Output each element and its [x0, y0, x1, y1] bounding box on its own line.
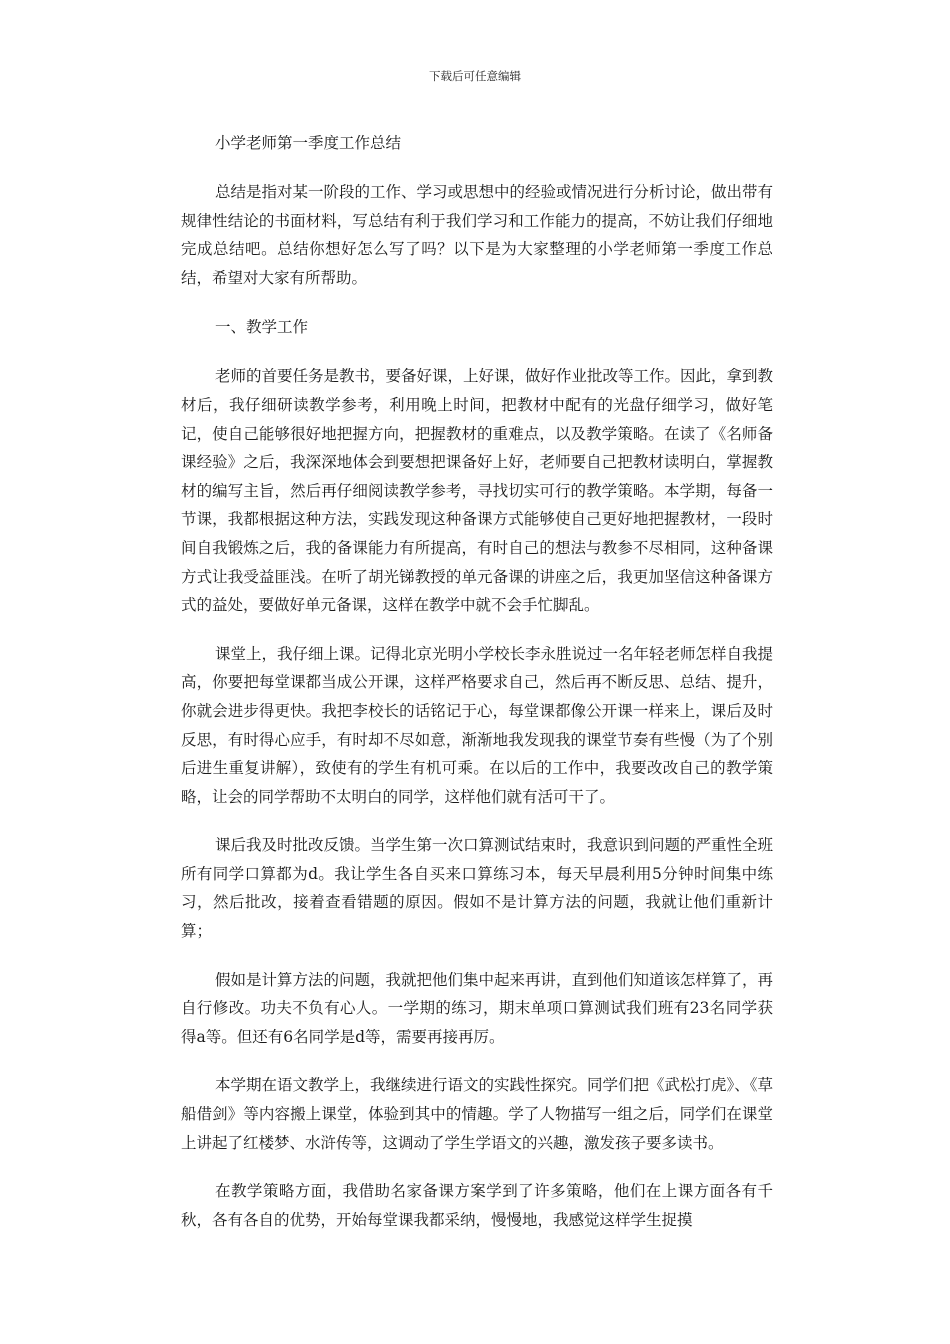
header-note: 下载后可任意编辑	[429, 69, 521, 83]
document-title: 小学老师第一季度工作总结	[215, 134, 402, 152]
paragraph-calculation: 假如是计算方法的问题，我就把他们集中起来再讲，直到他们知道该怎样算了，再自行修改。功夫不负有心人。一学期的练习，期末单项口算测试我们班有23名同学获得a等。但还有6名同学是d等，需要再接再厉。	[181, 970, 774, 1046]
section-heading-teaching: 一、教学工作	[215, 318, 309, 337]
document-body	[181, 128, 773, 1234]
paragraph-classroom: 课堂上，我仔细上课。记得北京光明小学校长李永胜说过一名年轻老师怎样自我提高，你要把每堂课都当成公开课，这样严格要求自己，然后再不断反思、总结、提升，你就会进步得更快。我把李校长的话铭记于心，每堂课都像公开课一样来上，课后及时反思，有时得心应手，有时却不尽如意，渐渐地我发现我的课堂节奏有些慢（为了个别后进生重复讲解），致使有的学生有机可乘。在以后的工作中，我要改改自己的教学策略，让会的同学帮助不太明白的同学，这样他们就有活可干了。	[181, 644, 774, 806]
paragraph-chinese-teaching: 本学期在语文教学上，我继续进行语文的实践性探究。同学们把《武松打虎》、《草船借剑》等内容搬上课堂，体验到其中的情趣。学了人物描写一组之后，同学们在课堂上讲起了红楼梦、水浒传等，这调动了学生学语文的兴趣，激发孩子要多读书。	[181, 1076, 774, 1152]
paragraph-strategy: 在教学策略方面，我借助名家备课方案学到了许多策略，他们在上课方面各有千秋，各有各自的优势，开始每堂课我都采纳，慢慢地，我感觉这样学生捉摸	[181, 1182, 773, 1229]
paragraph-lesson-prep: 老师的首要任务是教书，要备好课，上好课，做好作业批改等工作。因此，拿到教材后，我仔细研读教学参考，利用晚上时间，把教材中配有的光盘仔细学习，做好笔记，使自己能够很好地把握方向，把握教材的重难点，以及教学策略。在读了《名师备课经验》之后，我深深地体会到要想把课备好上好，老师要自己把教材读明白，掌握教材的编写主旨，然后再仔细阅读教学参考，寻找切实可行的教学策略。本学期，每备一节课，我都根据这种方法，实践发现这种备课方式能够使自己更好地把握教材，一段时间自我锻炼之后，我的备课能力有所提高，有时自己的想法与教参不尽相同，这种备课方式让我受益匪浅。在听了胡光锑教授的单元备课的讲座之后，我更加坚信这种备课方式的益处，要做好单元备课，这样在教学中就不会手忙脚乱。	[181, 367, 774, 615]
paragraph-grading: 课后我及时批改反馈。当学生第一次口算测试结束时，我意识到问题的严重性全班所有同学口算都为d。我让学生各自买来口算练习本，每天早晨利用5分钟时间集中练习，然后批改，接着查看错题的原因。假如不是计算方法的问题，我就让他们重新计算；	[181, 836, 774, 941]
intro-paragraph: 总结是指对某一阶段的工作、学习或思想中的经验或情况进行分析讨论，做出带有规律性结论的书面材料，写总结有利于我们学习和工作能力的提高，不妨让我们仔细地完成总结吧。总结你想好怎么写了吗？以下是为大家整理的小学老师第一季度工作总结，希望对大家有所帮助。	[181, 183, 774, 287]
